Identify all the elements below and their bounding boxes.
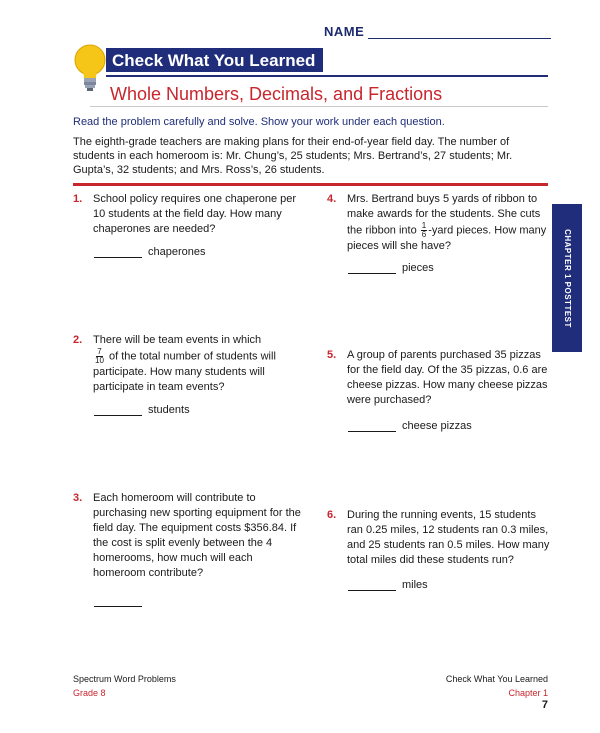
- problem-text-part: Mrs. Bertrand buys 5 yards of ribbon to make awards for the students. She cuts the ribbon into: [347, 193, 541, 237]
- problem-text: During the running events, 15 students ran 0.25 miles, 12 students ran 0.3 miles, and 25 students ran 0.5 miles. How many total miles did these students run?: [347, 509, 550, 566]
- problem-text-part: There will be team events in which: [93, 334, 262, 346]
- name-field: [324, 24, 551, 39]
- banner-divider: [106, 75, 548, 77]
- problem-number: 4.: [327, 193, 337, 205]
- fraction-denominator: 10: [95, 356, 104, 365]
- name-line[interactable]: [368, 27, 551, 39]
- subtitle-divider: [90, 106, 548, 107]
- answer-6: [348, 579, 428, 591]
- answer-unit: students: [148, 404, 190, 416]
- problem-5: [327, 348, 551, 408]
- problem-text: School policy requires one chaperone per 10 students at the field day. How many chaperones are needed?: [93, 193, 297, 235]
- fraction-denominator: 6: [421, 230, 427, 239]
- answer-blank[interactable]: [348, 263, 396, 274]
- page-subtitle: Whole Numbers, Decimals, and Fractions: [110, 84, 443, 104]
- directions: Read the problem carefully and solve. Show your work under each question.: [73, 116, 445, 128]
- problem-text: A group of parents purchased 35 pizzas for the field day. Of the 35 pizzas, 0.6 are cheese pizzas. How many cheese pizzas were purchased?: [347, 349, 548, 406]
- problem-1: [73, 192, 303, 237]
- problem-3: [73, 491, 305, 581]
- footer-book-title: Spectrum Word Problems: [73, 674, 176, 684]
- problem-text: Each homeroom will contribute to purchasing new sporting equipment for the field day. The equipment costs $356.84. If the cost is split evenly between the 4 homerooms, how much will each homeroom contribute?: [93, 492, 301, 579]
- answer-blank[interactable]: [94, 247, 142, 258]
- answer-1: [94, 246, 206, 258]
- problem-number: 2.: [73, 334, 83, 346]
- problem-number: 6.: [327, 509, 337, 521]
- problem-number: 3.: [73, 492, 83, 504]
- section-divider: [73, 183, 548, 186]
- intro-paragraph: The eighth-grade teachers are making plans for their end-of-year field day. The number of students in each homeroom is: Mr. Chung’s, 25 students; Mrs. Bertrand’s, 27 students; Mr. Gupta’s, 32 students; and Mrs. Ross’s, 26 students.: [73, 136, 513, 176]
- problem-4: [327, 192, 551, 254]
- footer-chapter: Chapter 1: [508, 688, 548, 698]
- answer-unit: miles: [402, 579, 428, 591]
- answer-unit: chaperones: [148, 246, 206, 258]
- answer-blank[interactable]: [348, 580, 396, 591]
- problem-number: 5.: [327, 349, 337, 361]
- problem-text-part: of the total number of students will participate. How many students will participate in team events?: [93, 350, 276, 393]
- page-title-banner: Check What You Learned: [106, 48, 323, 72]
- name-label: NAME: [324, 24, 365, 39]
- answer-5: [348, 420, 472, 432]
- chapter-side-tab: [552, 204, 582, 352]
- fraction-numerator: 1: [421, 221, 427, 230]
- page-number: 7: [541, 699, 548, 711]
- footer-right: [446, 672, 548, 700]
- problem-text: [327, 192, 551, 254]
- problem-text-part: -yard pieces. How many pieces will she have?: [347, 224, 547, 252]
- fraction: [94, 348, 105, 365]
- answer-3: [94, 596, 148, 607]
- answer-blank[interactable]: [94, 596, 142, 607]
- answer-blank[interactable]: [348, 421, 396, 432]
- footer-left: [73, 672, 176, 700]
- fraction: [421, 222, 427, 239]
- lightbulb-icon: [70, 42, 110, 94]
- problem-6: [327, 508, 553, 568]
- footer-grade: Grade 8: [73, 688, 106, 698]
- side-tab-label: CHAPTER 1 POSTTEST: [562, 228, 572, 328]
- fraction-numerator: 7: [97, 347, 102, 356]
- problem-number: 1.: [73, 193, 83, 205]
- answer-4: [348, 262, 434, 274]
- problem-text: [73, 333, 303, 395]
- answer-unit: pieces: [402, 262, 434, 274]
- answer-2: [94, 404, 190, 416]
- footer-section: Check What You Learned: [445, 674, 548, 684]
- problem-2: [73, 333, 303, 395]
- answer-unit: cheese pizzas: [402, 420, 472, 432]
- answer-blank[interactable]: [94, 405, 142, 416]
